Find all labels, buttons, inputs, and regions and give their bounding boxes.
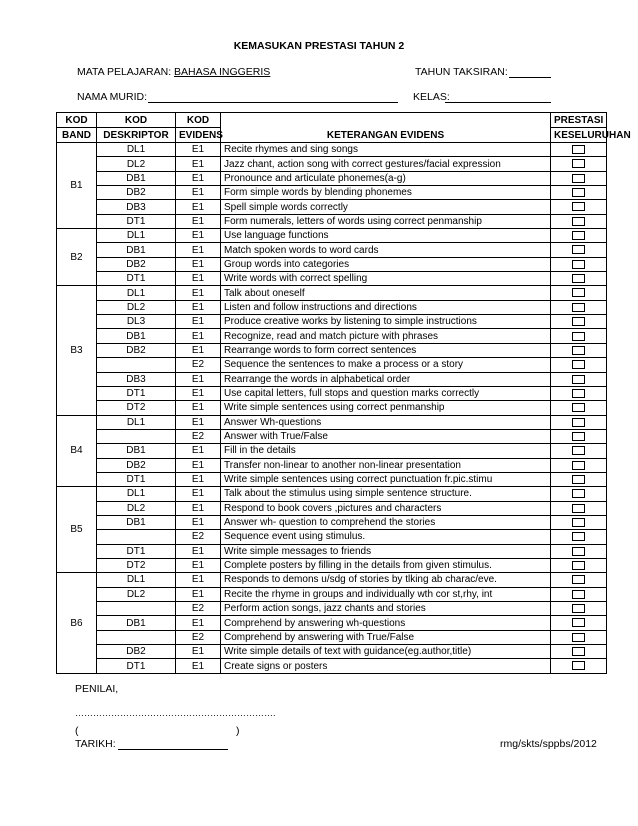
col-band-1: KOD (57, 113, 97, 128)
performance-checkbox[interactable] (572, 389, 585, 398)
performance-checkbox[interactable] (572, 174, 585, 183)
performance-cell (551, 573, 607, 587)
performance-checkbox[interactable] (572, 432, 585, 441)
descriptor-cell: DL1 (97, 229, 176, 243)
performance-checkbox[interactable] (572, 561, 585, 570)
evidence-text-cell: Responds to demons u/sdg of stories by tlking ab charac/eve. (221, 573, 551, 587)
performance-cell (551, 587, 607, 601)
evidence-text-cell: Match spoken words to word cards (221, 243, 551, 257)
performance-cell (551, 515, 607, 529)
evidence-text-cell: Comprehend by answering with True/False (221, 630, 551, 644)
band-cell: B3 (57, 286, 97, 415)
descriptor-cell: DB2 (97, 343, 176, 357)
performance-cell (551, 186, 607, 200)
table-row (57, 358, 607, 372)
performance-checkbox[interactable] (572, 647, 585, 656)
performance-checkbox[interactable] (572, 518, 585, 527)
col-text: KETERANGAN EVIDENS (221, 113, 551, 143)
evidence-code-cell: E1 (176, 143, 221, 157)
evidence-code-cell: E2 (176, 358, 221, 372)
band-cell: B1 (57, 143, 97, 229)
date-label: TARIKH: (75, 738, 116, 750)
performance-cell (551, 602, 607, 616)
table-row (57, 487, 607, 501)
performance-checkbox[interactable] (572, 145, 585, 154)
page-title: KEMASUKAN PRESTASI TAHUN 2 (233, 40, 405, 52)
descriptor-cell (97, 429, 176, 443)
evidence-code-cell: E1 (176, 272, 221, 286)
descriptor-cell: DT2 (97, 401, 176, 415)
descriptor-cell: DL2 (97, 501, 176, 515)
performance-checkbox[interactable] (572, 188, 585, 197)
evidence-text-cell: Write simple sentences using correct punctuation fr.pic.stimu (221, 472, 551, 486)
performance-checkbox[interactable] (572, 504, 585, 513)
descriptor-cell: DL2 (97, 157, 176, 171)
evidence-text-cell: Answer wh- question to comprehend the stories (221, 515, 551, 529)
evidence-text-cell: Talk about oneself (221, 286, 551, 300)
table-row (57, 458, 607, 472)
evidence-text-cell: Form simple words by blending phonemes (221, 186, 551, 200)
performance-cell (551, 358, 607, 372)
descriptor-cell: DB2 (97, 645, 176, 659)
subject-value: BAHASA INGGERIS (174, 66, 271, 78)
evidence-text-cell: Transfer non-linear to another non-linear presentation (221, 458, 551, 472)
performance-checkbox[interactable] (572, 346, 585, 355)
descriptor-cell (97, 630, 176, 644)
evidence-code-cell: E2 (176, 630, 221, 644)
performance-cell (551, 286, 607, 300)
signature-line: …………………………………………………………. (75, 708, 276, 718)
performance-cell (551, 143, 607, 157)
evidence-code-cell: E1 (176, 243, 221, 257)
descriptor-cell: DB2 (97, 257, 176, 271)
table-row (57, 429, 607, 443)
descriptor-cell: DT1 (97, 472, 176, 486)
table-row (57, 257, 607, 271)
evidence-text-cell: Write simple sentences using correct penmanship (221, 401, 551, 415)
evidence-text-cell: Recognize, read and match picture with phrases (221, 329, 551, 343)
table-row (57, 214, 607, 228)
performance-checkbox[interactable] (572, 575, 585, 584)
evidence-code-cell: E1 (176, 501, 221, 515)
evidence-text-cell: Use language functions (221, 229, 551, 243)
performance-checkbox[interactable] (572, 260, 585, 269)
descriptor-cell: DB3 (97, 372, 176, 386)
performance-checkbox[interactable] (572, 475, 585, 484)
performance-checkbox[interactable] (572, 604, 585, 613)
evidence-code-cell: E1 (176, 257, 221, 271)
evidence-code-cell: E1 (176, 343, 221, 357)
descriptor-cell: DL2 (97, 300, 176, 314)
performance-checkbox[interactable] (572, 202, 585, 211)
descriptor-cell: DT2 (97, 558, 176, 572)
evidence-text-cell: Fill in the details (221, 444, 551, 458)
evidence-code-cell: E2 (176, 530, 221, 544)
descriptor-cell: DT1 (97, 214, 176, 228)
reference-code: rmg/skts/sppbs/2012 (500, 738, 597, 750)
table-row (57, 343, 607, 357)
evidence-text-cell: Complete posters by filling in the details from given stimulus. (221, 558, 551, 572)
evidence-code-cell: E1 (176, 329, 221, 343)
descriptor-cell: DT1 (97, 272, 176, 286)
performance-cell (551, 501, 607, 515)
evidence-code-cell: E1 (176, 573, 221, 587)
descriptor-cell: DB1 (97, 243, 176, 257)
class-label: KELAS: (413, 91, 450, 103)
performance-checkbox[interactable] (572, 245, 585, 254)
performance-cell (551, 257, 607, 271)
table-row (57, 602, 607, 616)
evidence-code-cell: E1 (176, 515, 221, 529)
evidence-text-cell: Jazz chant, action song with correct gestures/facial expression (221, 157, 551, 171)
performance-cell (551, 200, 607, 214)
date-field[interactable] (118, 738, 228, 750)
evidence-code-cell: E1 (176, 186, 221, 200)
performance-checkbox[interactable] (572, 633, 585, 642)
table-row (57, 200, 607, 214)
performance-cell (551, 229, 607, 243)
performance-checkbox[interactable] (572, 274, 585, 283)
evidence-text-cell: Listen and follow instructions and directions (221, 300, 551, 314)
evidence-code-cell: E1 (176, 472, 221, 486)
evidence-code-cell: E2 (176, 429, 221, 443)
performance-cell (551, 429, 607, 443)
performance-cell (551, 315, 607, 329)
performance-checkbox[interactable] (572, 547, 585, 556)
col-band-2: BAND (57, 128, 97, 143)
performance-cell (551, 372, 607, 386)
table-row (57, 659, 607, 673)
evidence-text-cell: Talk about the stimulus using simple sentence structure. (221, 487, 551, 501)
evidence-code-cell: E1 (176, 415, 221, 429)
table-row (57, 386, 607, 400)
descriptor-cell: DB3 (97, 200, 176, 214)
performance-cell (551, 630, 607, 644)
evidence-text-cell: Comprehend by answering wh-questions (221, 616, 551, 630)
descriptor-cell: DB1 (97, 329, 176, 343)
performance-checkbox[interactable] (572, 231, 585, 240)
performance-checkbox[interactable] (572, 590, 585, 599)
descriptor-cell (97, 530, 176, 544)
performance-checkbox[interactable] (572, 489, 585, 498)
descriptor-cell: DL2 (97, 587, 176, 601)
performance-cell (551, 415, 607, 429)
evidence-text-cell: Recite rhymes and sing songs (221, 143, 551, 157)
evidence-code-cell: E1 (176, 487, 221, 501)
paren-open: ( (75, 725, 79, 737)
table-row (57, 243, 607, 257)
evidence-code-cell: E1 (176, 171, 221, 185)
table-row (57, 587, 607, 601)
table-row (57, 530, 607, 544)
table-row (57, 645, 607, 659)
performance-cell (551, 243, 607, 257)
level-field[interactable] (509, 66, 551, 78)
band-cell: B2 (57, 229, 97, 286)
performance-checkbox[interactable] (572, 317, 585, 326)
table-row (57, 286, 607, 300)
descriptor-cell: DL1 (97, 286, 176, 300)
evidence-text-cell: Sequence event using stimulus. (221, 530, 551, 544)
col-evid-1: KOD (176, 113, 221, 128)
descriptor-cell: DL1 (97, 487, 176, 501)
level-label: TAHUN TAKSIRAN: (415, 66, 508, 78)
evidence-code-cell: E1 (176, 544, 221, 558)
evidence-text-cell: Answer with True/False (221, 429, 551, 443)
performance-cell (551, 444, 607, 458)
descriptor-cell: DB1 (97, 515, 176, 529)
subject-label: MATA PELAJARAN: (77, 66, 172, 78)
performance-checkbox[interactable] (572, 661, 585, 670)
evidence-text-cell: Write simple details of text with guidance(eg.author,title) (221, 645, 551, 659)
evidence-text-cell: Rearrange the words in alphabetical order (221, 372, 551, 386)
evidence-code-cell: E1 (176, 444, 221, 458)
descriptor-cell: DL1 (97, 143, 176, 157)
descriptor-cell (97, 602, 176, 616)
performance-cell (551, 616, 607, 630)
table-row (57, 444, 607, 458)
evidence-code-cell: E1 (176, 372, 221, 386)
descriptor-cell: DT1 (97, 386, 176, 400)
table-row (57, 372, 607, 386)
table-row (57, 143, 607, 157)
performance-checkbox[interactable] (572, 217, 585, 226)
table-row (57, 558, 607, 572)
band-cell: B4 (57, 415, 97, 487)
performance-cell (551, 659, 607, 673)
descriptor-cell: DB2 (97, 458, 176, 472)
performance-checkbox[interactable] (572, 303, 585, 312)
descriptor-cell: DB1 (97, 444, 176, 458)
performance-cell (551, 300, 607, 314)
col-desc-1: KOD (97, 113, 176, 128)
table-row (57, 315, 607, 329)
evidence-text-cell: Sequence the sentences to make a process or a story (221, 358, 551, 372)
evidence-text-cell: Group words into categories (221, 257, 551, 271)
evidence-code-cell: E1 (176, 645, 221, 659)
table-row (57, 300, 607, 314)
evidence-code-cell: E1 (176, 386, 221, 400)
performance-cell (551, 544, 607, 558)
evidence-code-cell: E1 (176, 558, 221, 572)
table-row (57, 186, 607, 200)
descriptor-cell (97, 358, 176, 372)
performance-checkbox[interactable] (572, 360, 585, 369)
evidence-code-cell: E1 (176, 286, 221, 300)
table-row (57, 630, 607, 644)
performance-cell (551, 157, 607, 171)
performance-checkbox[interactable] (572, 618, 585, 627)
table-row (57, 544, 607, 558)
performance-cell (551, 272, 607, 286)
table-row (57, 272, 607, 286)
performance-cell (551, 487, 607, 501)
descriptor-cell: DT1 (97, 544, 176, 558)
evidence-text-cell: Pronounce and articulate phonemes(a-g) (221, 171, 551, 185)
descriptor-cell: DL1 (97, 415, 176, 429)
descriptor-cell: DL1 (97, 573, 176, 587)
table-row (57, 616, 607, 630)
student-field[interactable] (148, 91, 398, 103)
col-perf-2: KESELURUHAN (551, 128, 607, 143)
evidence-text-cell: Respond to book covers ,pictures and characters (221, 501, 551, 515)
performance-checkbox[interactable] (572, 403, 585, 412)
evidence-text-cell: Answer Wh-questions (221, 415, 551, 429)
performance-checkbox[interactable] (572, 532, 585, 541)
evidence-code-cell: E1 (176, 458, 221, 472)
table-row (57, 329, 607, 343)
performance-cell (551, 530, 607, 544)
table-row (57, 501, 607, 515)
assessment-table (56, 112, 631, 674)
table-row (57, 229, 607, 243)
performance-checkbox[interactable] (572, 375, 585, 384)
evidence-code-cell: E1 (176, 401, 221, 415)
performance-cell (551, 171, 607, 185)
band-cell: B5 (57, 487, 97, 573)
performance-cell (551, 645, 607, 659)
descriptor-cell: DB2 (97, 186, 176, 200)
evidence-text-cell: Create signs or posters (221, 659, 551, 673)
evidence-code-cell: E1 (176, 315, 221, 329)
performance-cell (551, 329, 607, 343)
evidence-code-cell: E2 (176, 602, 221, 616)
performance-cell (551, 558, 607, 572)
table-row (57, 171, 607, 185)
class-field[interactable] (445, 91, 551, 103)
performance-checkbox[interactable] (572, 288, 585, 297)
table-row (57, 515, 607, 529)
table-row (57, 157, 607, 171)
performance-cell (551, 401, 607, 415)
performance-cell (551, 214, 607, 228)
evidence-code-cell: E1 (176, 587, 221, 601)
evidence-text-cell: Write simple messages to friends (221, 544, 551, 558)
student-label: NAMA MURID: (77, 91, 148, 103)
table-row (57, 472, 607, 486)
performance-cell (551, 386, 607, 400)
evidence-code-cell: E1 (176, 616, 221, 630)
table-row (57, 415, 607, 429)
assessor-label: PENILAI, (75, 683, 119, 695)
paren-close: ) (236, 725, 240, 737)
descriptor-cell: DB1 (97, 171, 176, 185)
table-row (57, 401, 607, 415)
evidence-text-cell: Perform action songs, jazz chants and stories (221, 602, 551, 616)
performance-cell (551, 343, 607, 357)
band-cell: B6 (57, 573, 97, 673)
evidence-code-cell: E1 (176, 200, 221, 214)
evidence-code-cell: E1 (176, 157, 221, 171)
evidence-code-cell: E1 (176, 229, 221, 243)
evidence-text-cell: Spell simple words correctly (221, 200, 551, 214)
performance-cell (551, 458, 607, 472)
descriptor-cell: DB1 (97, 616, 176, 630)
performance-cell (551, 472, 607, 486)
evidence-code-cell: E1 (176, 214, 221, 228)
col-perf-1: PRESTASI (551, 113, 607, 128)
evidence-text-cell: Write words with correct spelling (221, 272, 551, 286)
descriptor-cell: DL3 (97, 315, 176, 329)
performance-checkbox[interactable] (572, 446, 585, 455)
descriptor-cell: DT1 (97, 659, 176, 673)
evidence-text-cell: Recite the rhyme in groups and individually wth cor st,rhy, int (221, 587, 551, 601)
evidence-text-cell: Use capital letters, full stops and question marks correctly (221, 386, 551, 400)
evidence-code-cell: E1 (176, 659, 221, 673)
col-evid-2: EVIDENS (176, 128, 221, 143)
performance-checkbox[interactable] (572, 332, 585, 341)
performance-checkbox[interactable] (572, 418, 585, 427)
col-desc-2: DESKRIPTOR (97, 128, 176, 143)
evidence-text-cell: Produce creative works by listening to simple instructions (221, 315, 551, 329)
evidence-text-cell: Rearrange words to form correct sentences (221, 343, 551, 357)
evidence-code-cell: E1 (176, 300, 221, 314)
evidence-text-cell: Form numerals, letters of words using correct penmanship (221, 214, 551, 228)
performance-checkbox[interactable] (572, 159, 585, 168)
performance-checkbox[interactable] (572, 461, 585, 470)
table-row (57, 573, 607, 587)
